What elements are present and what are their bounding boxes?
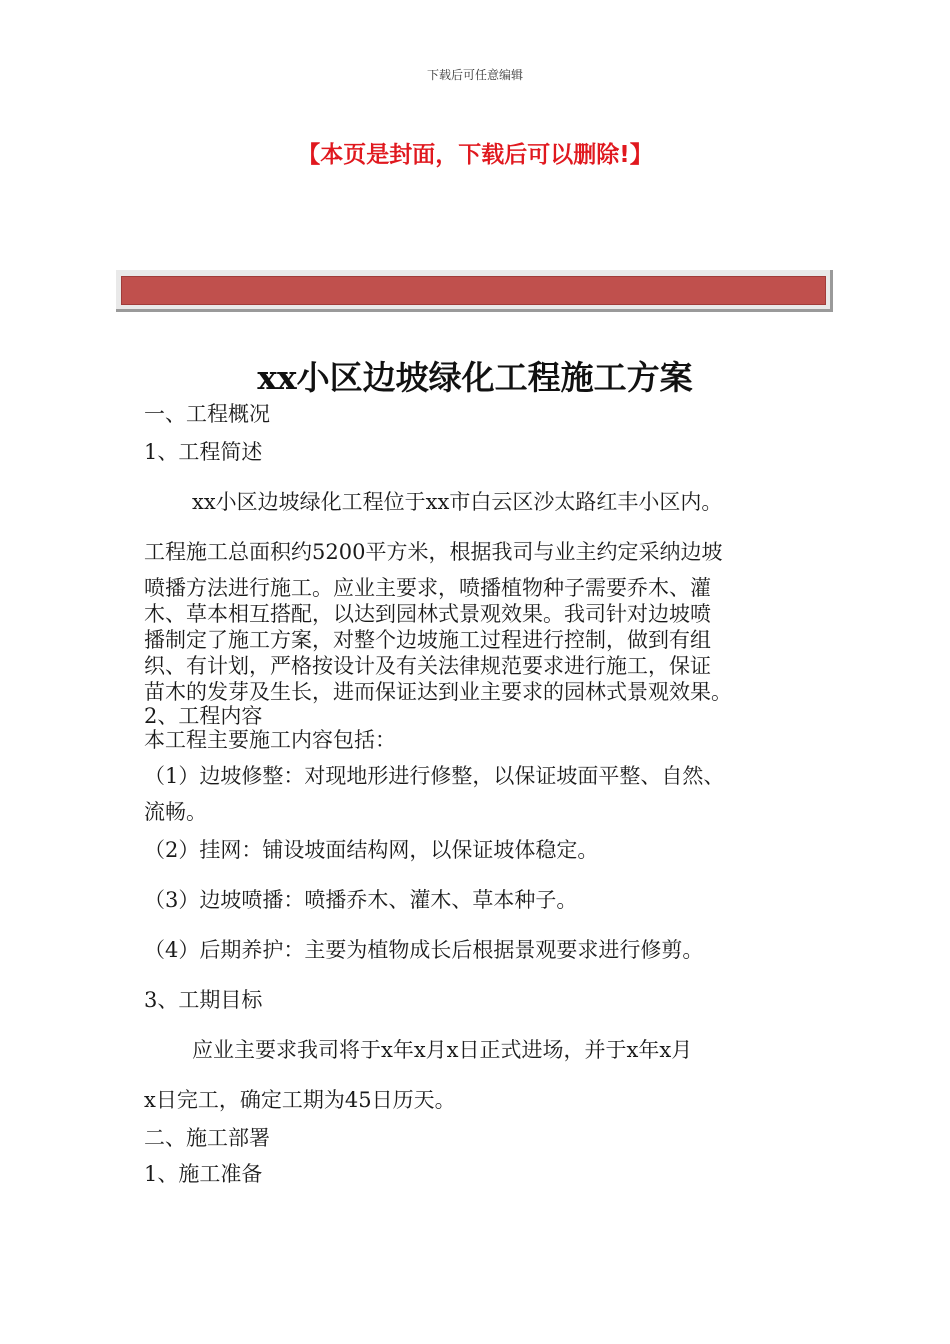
- cover-delete-notice: 【本页是封面，下载后可以删除!】: [297, 142, 653, 168]
- body-text-line: 3、工期目标: [144, 988, 263, 1012]
- body-text-line: 2、工程内容: [144, 704, 263, 728]
- page-header-note: 下载后可任意编辑: [426, 68, 523, 82]
- body-text-line: xx小区边坡绿化工程位于xx市白云区沙太路红丰小区内。: [192, 490, 723, 514]
- body-text-line: 二、施工部署: [144, 1126, 270, 1150]
- body-text-line: （3）边坡喷播：喷播乔木、灌木、草本种子。: [144, 888, 578, 912]
- document-title: xx小区边坡绿化工程施工方案: [257, 358, 693, 397]
- body-text-line: 苗木的发芽及生长，进而保证达到业主要求的园林式景观效果。: [144, 680, 732, 704]
- body-text-line: （4）后期养护：主要为植物成长后根据景观要求进行修剪。: [144, 938, 704, 962]
- body-text-line: 1、施工准备: [144, 1162, 263, 1186]
- body-text-line: x日完工，确定工期为45日历天。: [144, 1088, 456, 1112]
- body-text-line: 流畅。: [144, 800, 207, 824]
- body-text-line: （1）边坡修整：对现地形进行修整，以保证坡面平整、自然、: [144, 764, 725, 788]
- body-text-line: 工程施工总面积约5200平方米，根据我司与业主约定采纳边坡: [144, 540, 723, 564]
- body-text-line: 织、有计划，严格按设计及有关法律规范要求进行施工，保证: [144, 654, 711, 678]
- decorative-banner: [116, 270, 833, 312]
- body-text-line: 一、工程概况: [144, 402, 270, 426]
- body-text-line: 播制定了施工方案，对整个边坡施工过程进行控制，做到有组: [144, 628, 711, 652]
- body-text-line: 应业主要求我司将于x年x月x日正式进场，并于x年x月: [192, 1038, 693, 1062]
- body-text-line: 木、草本相互搭配，以达到园林式景观效果。我司针对边坡喷: [144, 602, 711, 626]
- body-text-line: 1、工程简述: [144, 440, 263, 464]
- banner-red-bar: [121, 276, 826, 305]
- body-text-line: 喷播方法进行施工。应业主要求，喷播植物种子需要乔木、灌: [144, 576, 711, 600]
- body-text-line: （2）挂网：铺设坡面结构网，以保证坡体稳定。: [144, 838, 599, 862]
- body-text-line: 本工程主要施工内容包括：: [144, 728, 396, 752]
